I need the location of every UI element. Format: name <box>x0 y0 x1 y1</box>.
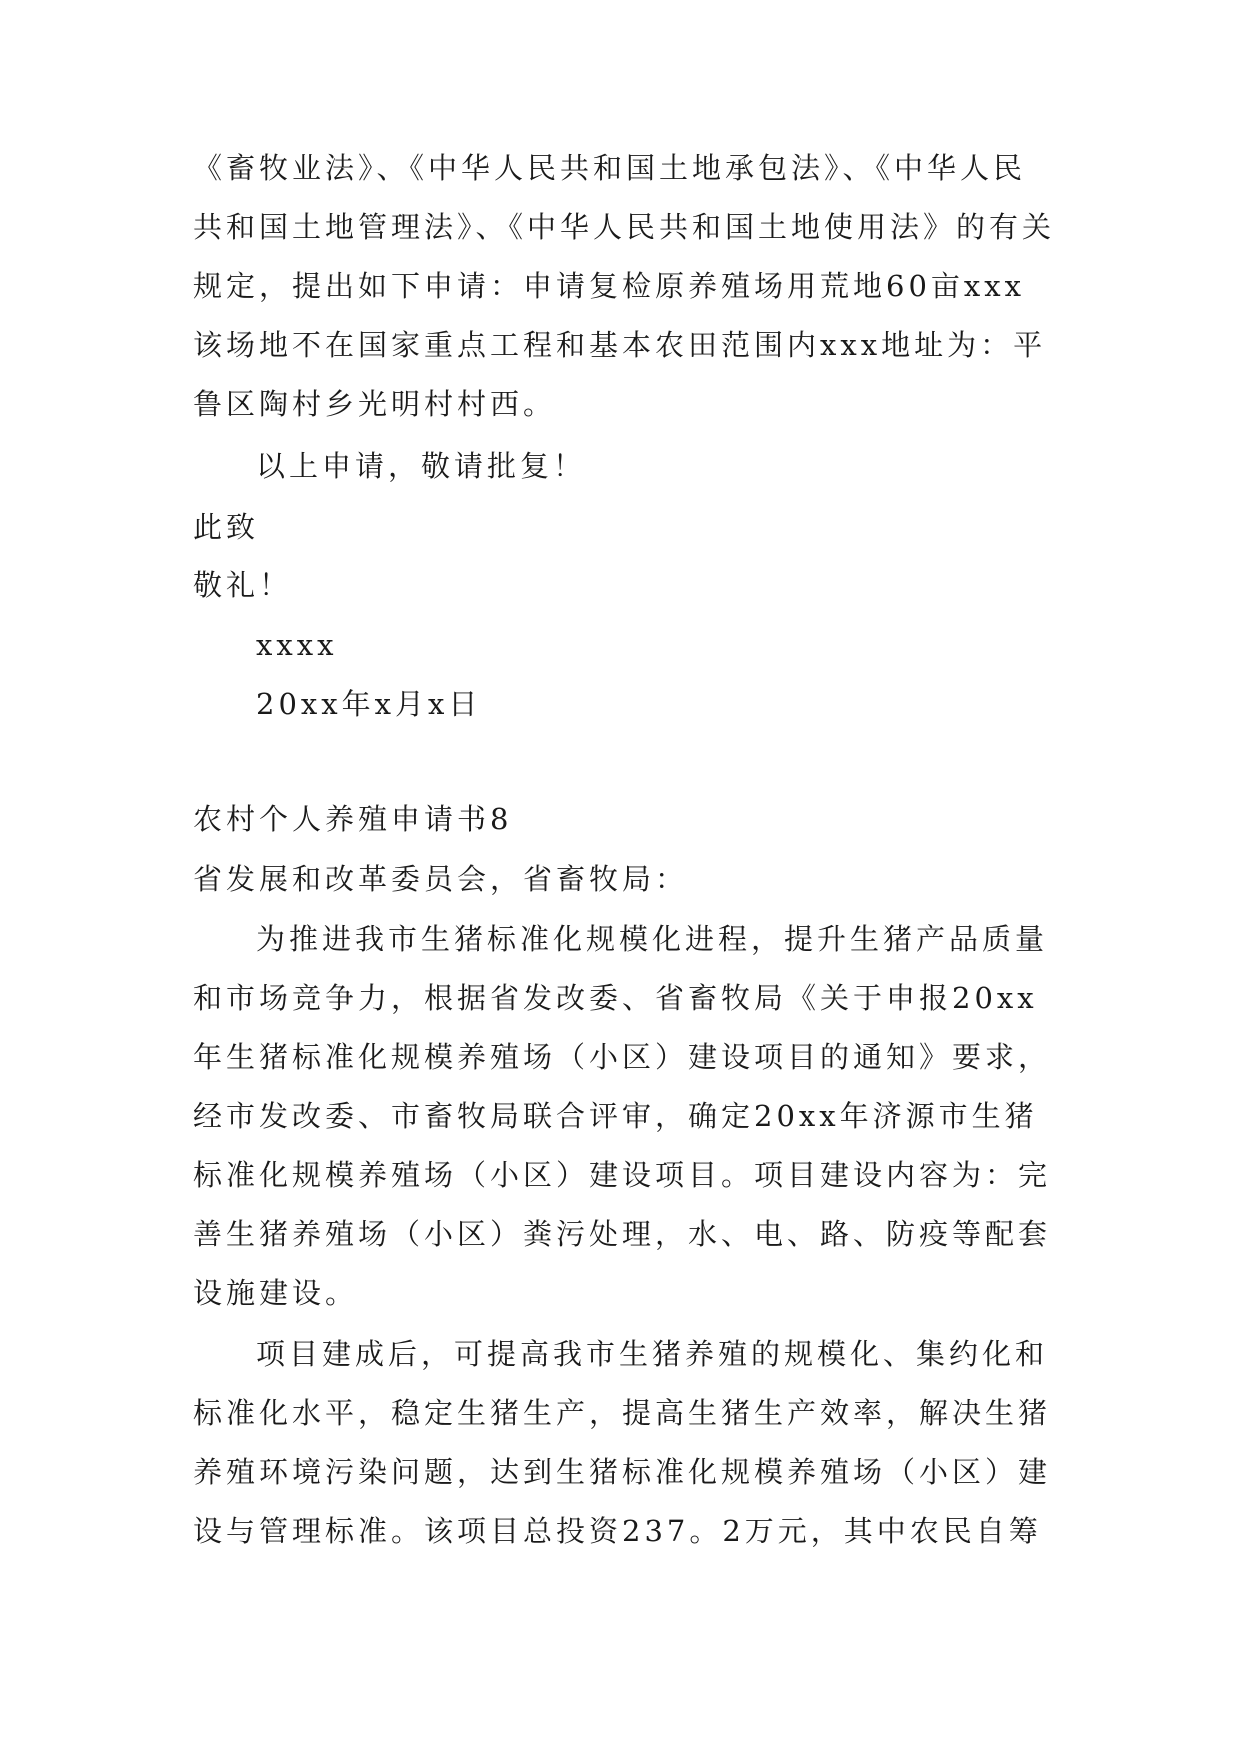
body-line: 鲁区陶村乡光明村村西。 <box>193 387 557 421</box>
paragraph-line: 年生猪标准化规模养殖场（小区）建设项目的通知》要求， <box>193 1040 1052 1074</box>
body-line: 该场地不在国家重点工程和基本农田范围内xxx地址为：平 <box>193 328 1047 362</box>
body-line: 《畜牧业法》、《中华人民共和国土地承包法》、《中华人民 <box>193 151 1027 185</box>
paragraph-line: 设施建设。 <box>193 1276 359 1310</box>
request-closing: 以上申请，敬请批复！ <box>256 449 587 483</box>
section-title: 农村个人养殖申请书8 <box>193 802 513 836</box>
paragraph-line: 设与管理标准。该项目总投资237。2万元，其中农民自筹 <box>193 1514 1042 1548</box>
addressee: 省发展和改革委员会，省畜牧局： <box>193 862 689 896</box>
body-line: 共和国土地管理法》、《中华人民共和国土地使用法》的有关 <box>193 210 1056 244</box>
signature: xxxx <box>256 628 338 662</box>
paragraph-line: 和市场竞争力，根据省发改委、省畜牧局《关于申报20xx <box>193 981 1038 1015</box>
body-line: 规定，提出如下申请：申请复检原养殖场用荒地60亩xxx <box>193 269 1025 303</box>
paragraph-line: 标准化水平，稳定生猪生产，提高生猪生产效率，解决生猪 <box>193 1396 1052 1430</box>
paragraph-line: 为推进我市生猪标准化规模化进程，提升生猪产品质量 <box>256 922 1049 956</box>
salutation-line: 此致 <box>193 510 260 544</box>
paragraph-line: 经市发改委、市畜牧局联合评审，确定20xx年济源市生猪 <box>193 1099 1038 1133</box>
paragraph-line: 善生猪养殖场（小区）粪污处理，水、电、路、防疫等配套 <box>193 1217 1052 1251</box>
paragraph-line: 养殖环境污染问题，达到生猪标准化规模养殖场（小区）建 <box>193 1455 1052 1489</box>
paragraph-line: 项目建成后，可提高我市生猪养殖的规模化、集约化和 <box>256 1337 1049 1371</box>
salutation-line: 敬礼！ <box>193 568 293 602</box>
date-line: 20xx年x月x日 <box>256 687 482 721</box>
paragraph-line: 标准化规模养殖场（小区）建设项目。项目建设内容为：完 <box>193 1158 1052 1192</box>
